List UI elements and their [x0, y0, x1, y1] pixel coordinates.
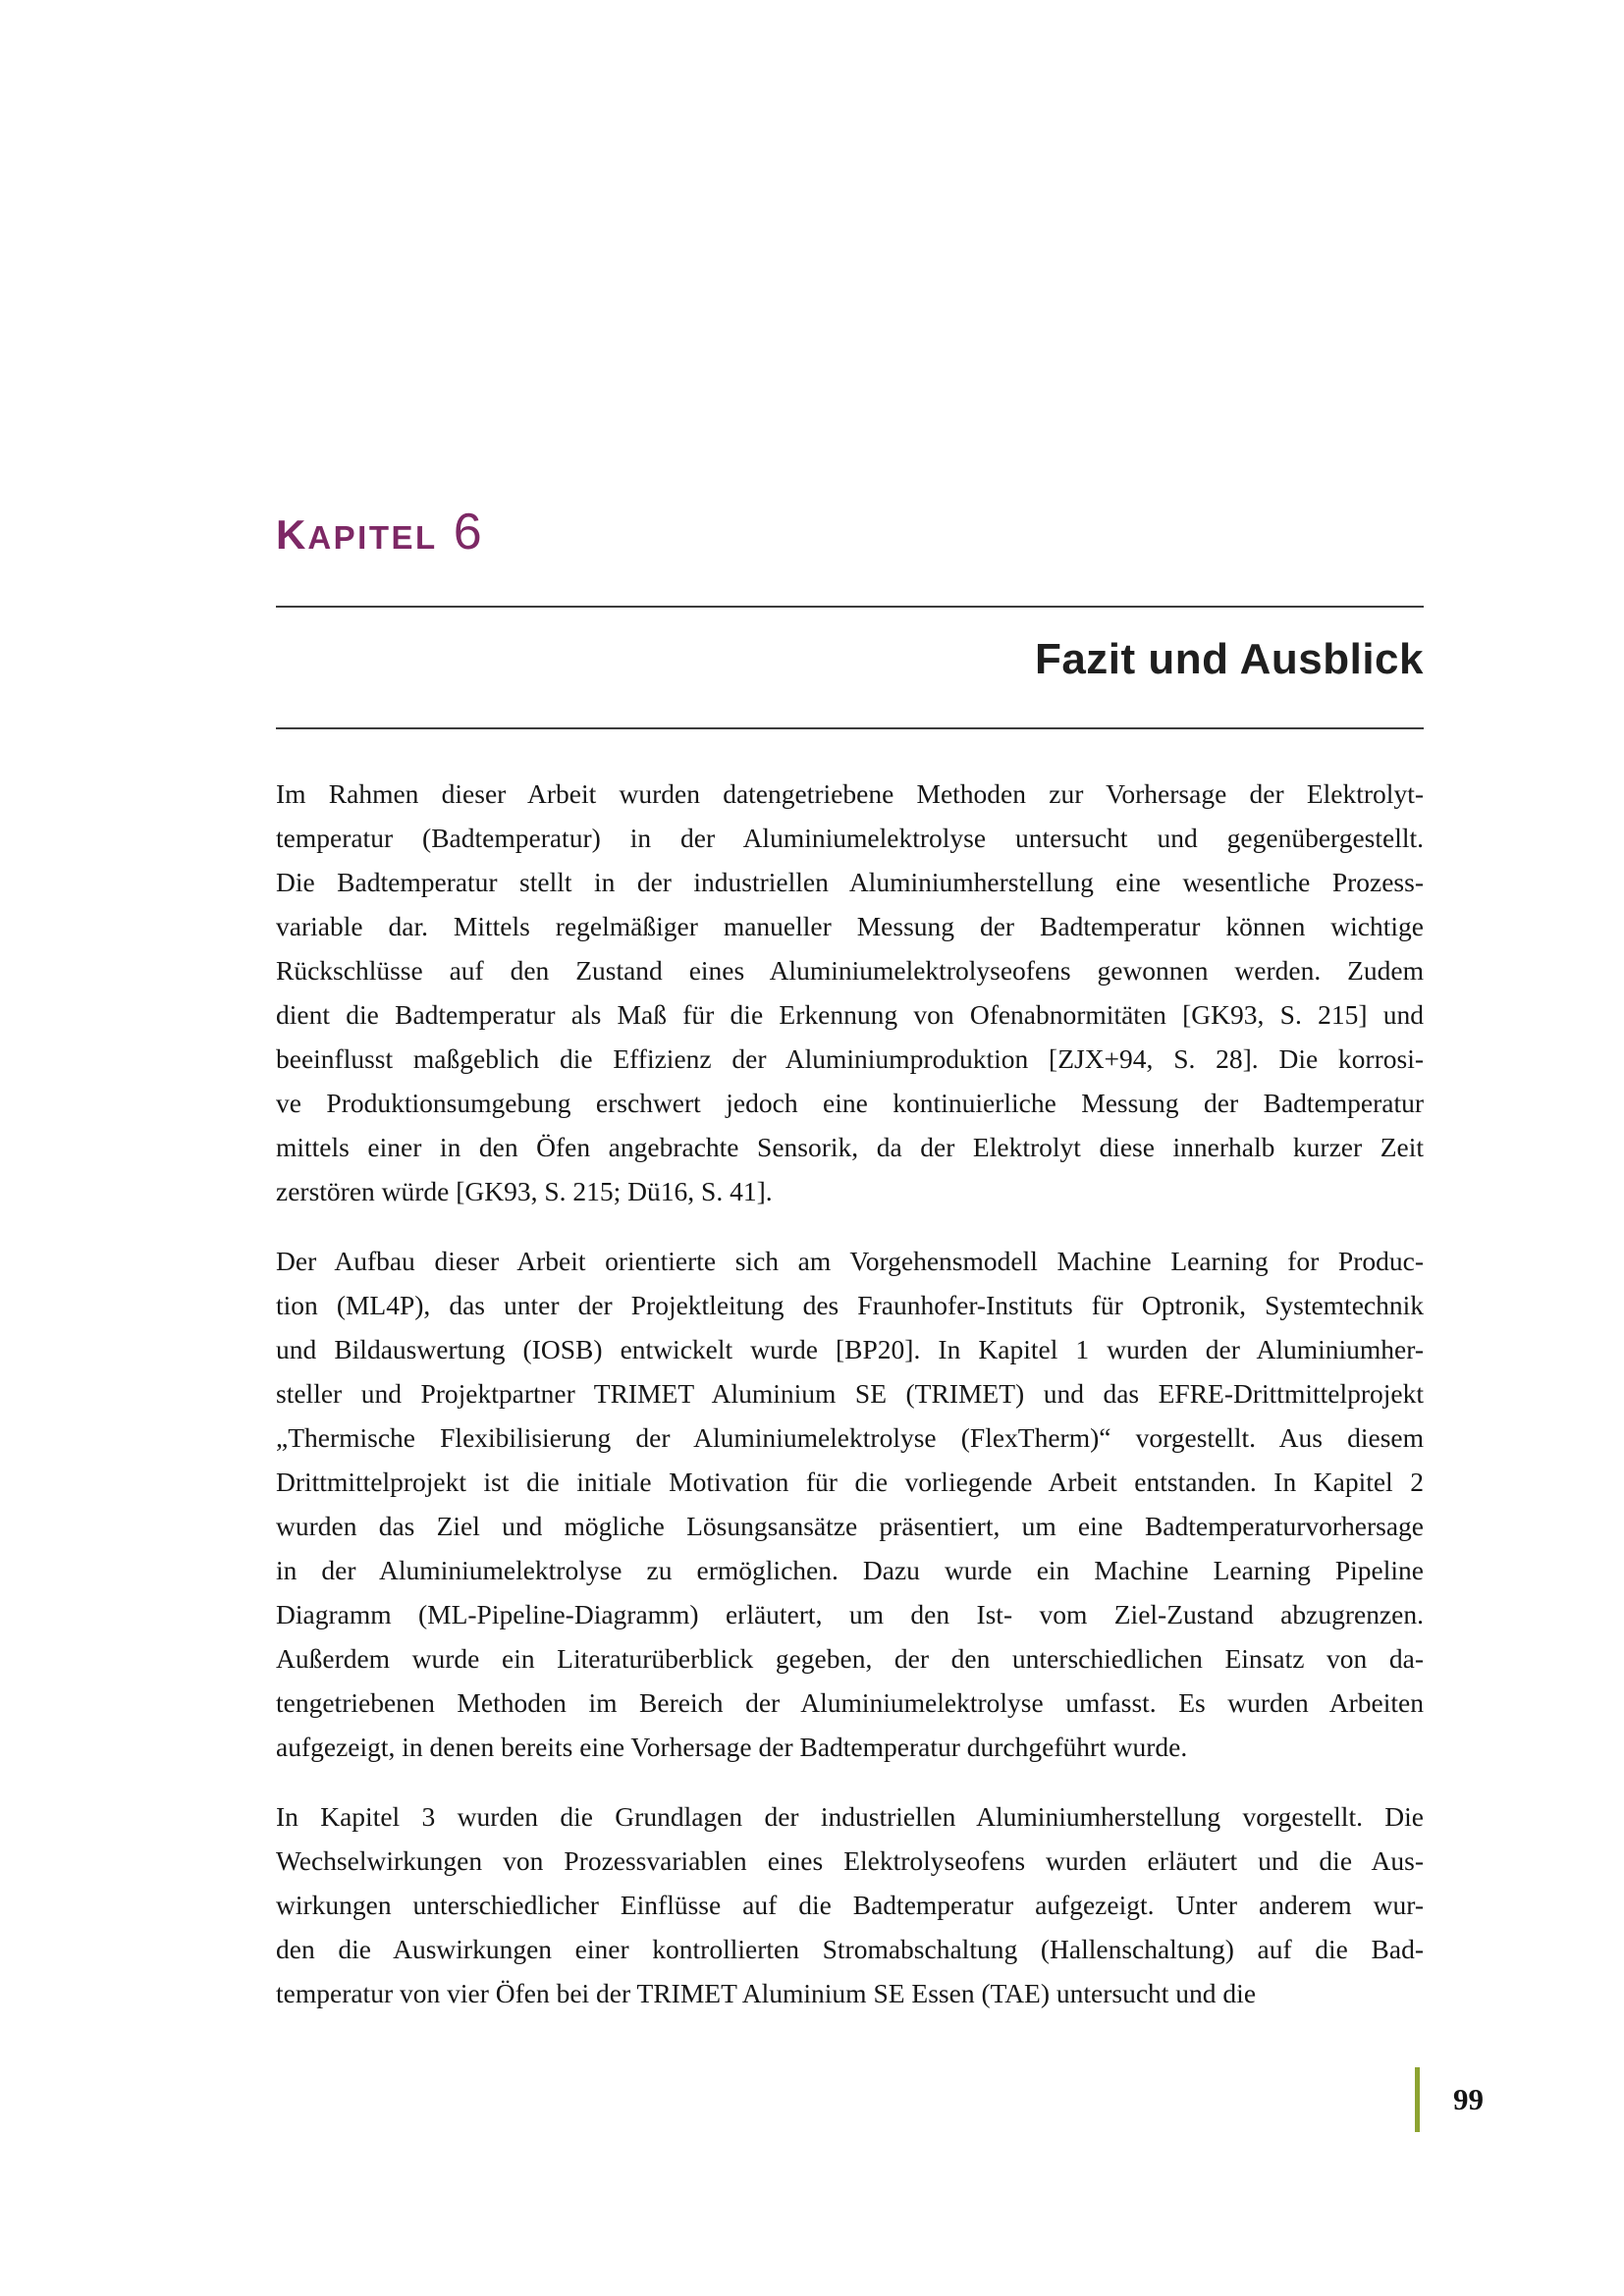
text-line: In Kapitel 3 wurden die Grundlagen der industriellen Aluminiumherstellung vorgestellt. Die — [276, 1801, 1424, 1832]
text-line: dient die Badtemperatur als Maß für die Erkennung von Ofenabnormitäten [GK93, S. 215] und — [276, 999, 1424, 1030]
text-line: Wechselwirkungen von Prozessvariablen eines Elektrolyseofens wurden erläutert und die Aus- — [276, 1845, 1424, 1876]
text-line: in der Aluminiumelektrolyse zu ermöglichen. Dazu wurde ein Machine Learning Pipeline — [276, 1555, 1424, 1585]
text-line: Drittmittelprojekt ist die initiale Motivation für die vorliegende Arbeit entstanden. In Kapitel 2 — [276, 1467, 1424, 1497]
text-line: Im Rahmen dieser Arbeit wurden datengetriebene Methoden zur Vorhersage der Elektrolyt- — [276, 778, 1424, 809]
page-number: 99 — [1453, 2082, 1484, 2116]
page-number-accent-bar — [1415, 2067, 1420, 2132]
text-line: und Bildauswertung (IOSB) entwickelt wurde [BP20]. In Kapitel 1 wurden der Aluminiumher- — [276, 1334, 1424, 1364]
text-line: zerstören würde [GK93, S. 215; Dü16, S. 41]. — [276, 1176, 773, 1206]
text-line: wirkungen unterschiedlicher Einflüsse auf die Badtemperatur aufgezeigt. Unter anderem wur- — [276, 1890, 1424, 1920]
text-line: Der Aufbau dieser Arbeit orientierte sich am Vorgehensmodell Machine Learning for Produc- — [276, 1246, 1424, 1276]
text-line: Rückschlüsse auf den Zustand eines Aluminiumelektrolyseofens gewonnen werden. Zudem — [276, 955, 1424, 986]
heading-rule-bottom — [276, 727, 1424, 729]
text-line: Außerdem wurde ein Literaturüberblick gegeben, der den unterschiedlichen Einsatz von da- — [276, 1643, 1424, 1674]
text-line: Diagramm (ML-Pipeline-Diagramm) erläutert, um den Ist- vom Ziel-Zustand abzugrenzen. — [276, 1599, 1424, 1629]
text-line: wurden das Ziel und mögliche Lösungsansätze präsentiert, um eine Badtemperaturvorhersage — [276, 1511, 1424, 1541]
chapter-label-smallcaps: APITEL — [307, 519, 438, 556]
text-line: ve Produktionsumgebung erschwert jedoch eine kontinuierliche Messung der Badtemperatur — [276, 1088, 1424, 1118]
chapter-heading — [276, 503, 482, 561]
text-line: beeinflusst maßgeblich die Effizienz der Aluminiumproduktion [ZJX+94, S. 28]. Die korrosi- — [276, 1043, 1424, 1074]
chapter-label-initial: K — [276, 511, 308, 558]
text-line: temperatur (Badtemperatur) in der Aluminiumelektrolyse untersucht und gegenübergestellt. — [276, 823, 1424, 853]
paragraph — [276, 772, 1424, 1213]
paragraph — [276, 1794, 1424, 2015]
chapter-number: 6 — [453, 504, 482, 561]
text-line: den die Auswirkungen einer kontrollierten Stromabschaltung (Hallenschaltung) auf die Bad- — [276, 1934, 1424, 1964]
chapter-label — [276, 511, 438, 558]
text-line: aufgezeigt, in denen bereits eine Vorhersage der Badtemperatur durchgeführt wurde. — [276, 1732, 1188, 1762]
page-footer — [1415, 2067, 1484, 2132]
text-line: tion (ML4P), das unter der Projektleitung des Fraunhofer-Instituts für Optronik, Systemtechnik — [276, 1290, 1424, 1320]
chapter-title: Fazit und Ausblick — [1034, 635, 1424, 683]
text-line: mittels einer in den Öfen angebrachte Sensorik, da der Elektrolyt diese innerhalb kurzer Zeit — [276, 1132, 1424, 1162]
paragraph — [276, 1239, 1424, 1769]
text-line: variable dar. Mittels regelmäßiger manueller Messung der Badtemperatur können wichtige — [276, 911, 1424, 941]
text-line: steller und Projektpartner TRIMET Aluminium SE (TRIMET) und das EFRE-Drittmittelprojekt — [276, 1378, 1424, 1409]
text-line: tengetriebenen Methoden im Bereich der Aluminiumelektrolyse umfasst. Es wurden Arbeiten — [276, 1687, 1424, 1718]
text-line: „Thermische Flexibilisierung der Aluminiumelektrolyse (FlexTherm)“ vorgestellt. Aus diesem — [276, 1422, 1424, 1453]
heading-rule-top — [276, 606, 1424, 608]
text-line: temperatur von vier Öfen bei der TRIMET Aluminium SE Essen (TAE) untersucht und die — [276, 1978, 1257, 2008]
body-text — [276, 772, 1424, 2015]
text-line: Die Badtemperatur stellt in der industriellen Aluminiumherstellung eine wesentliche Prozess- — [276, 867, 1424, 897]
